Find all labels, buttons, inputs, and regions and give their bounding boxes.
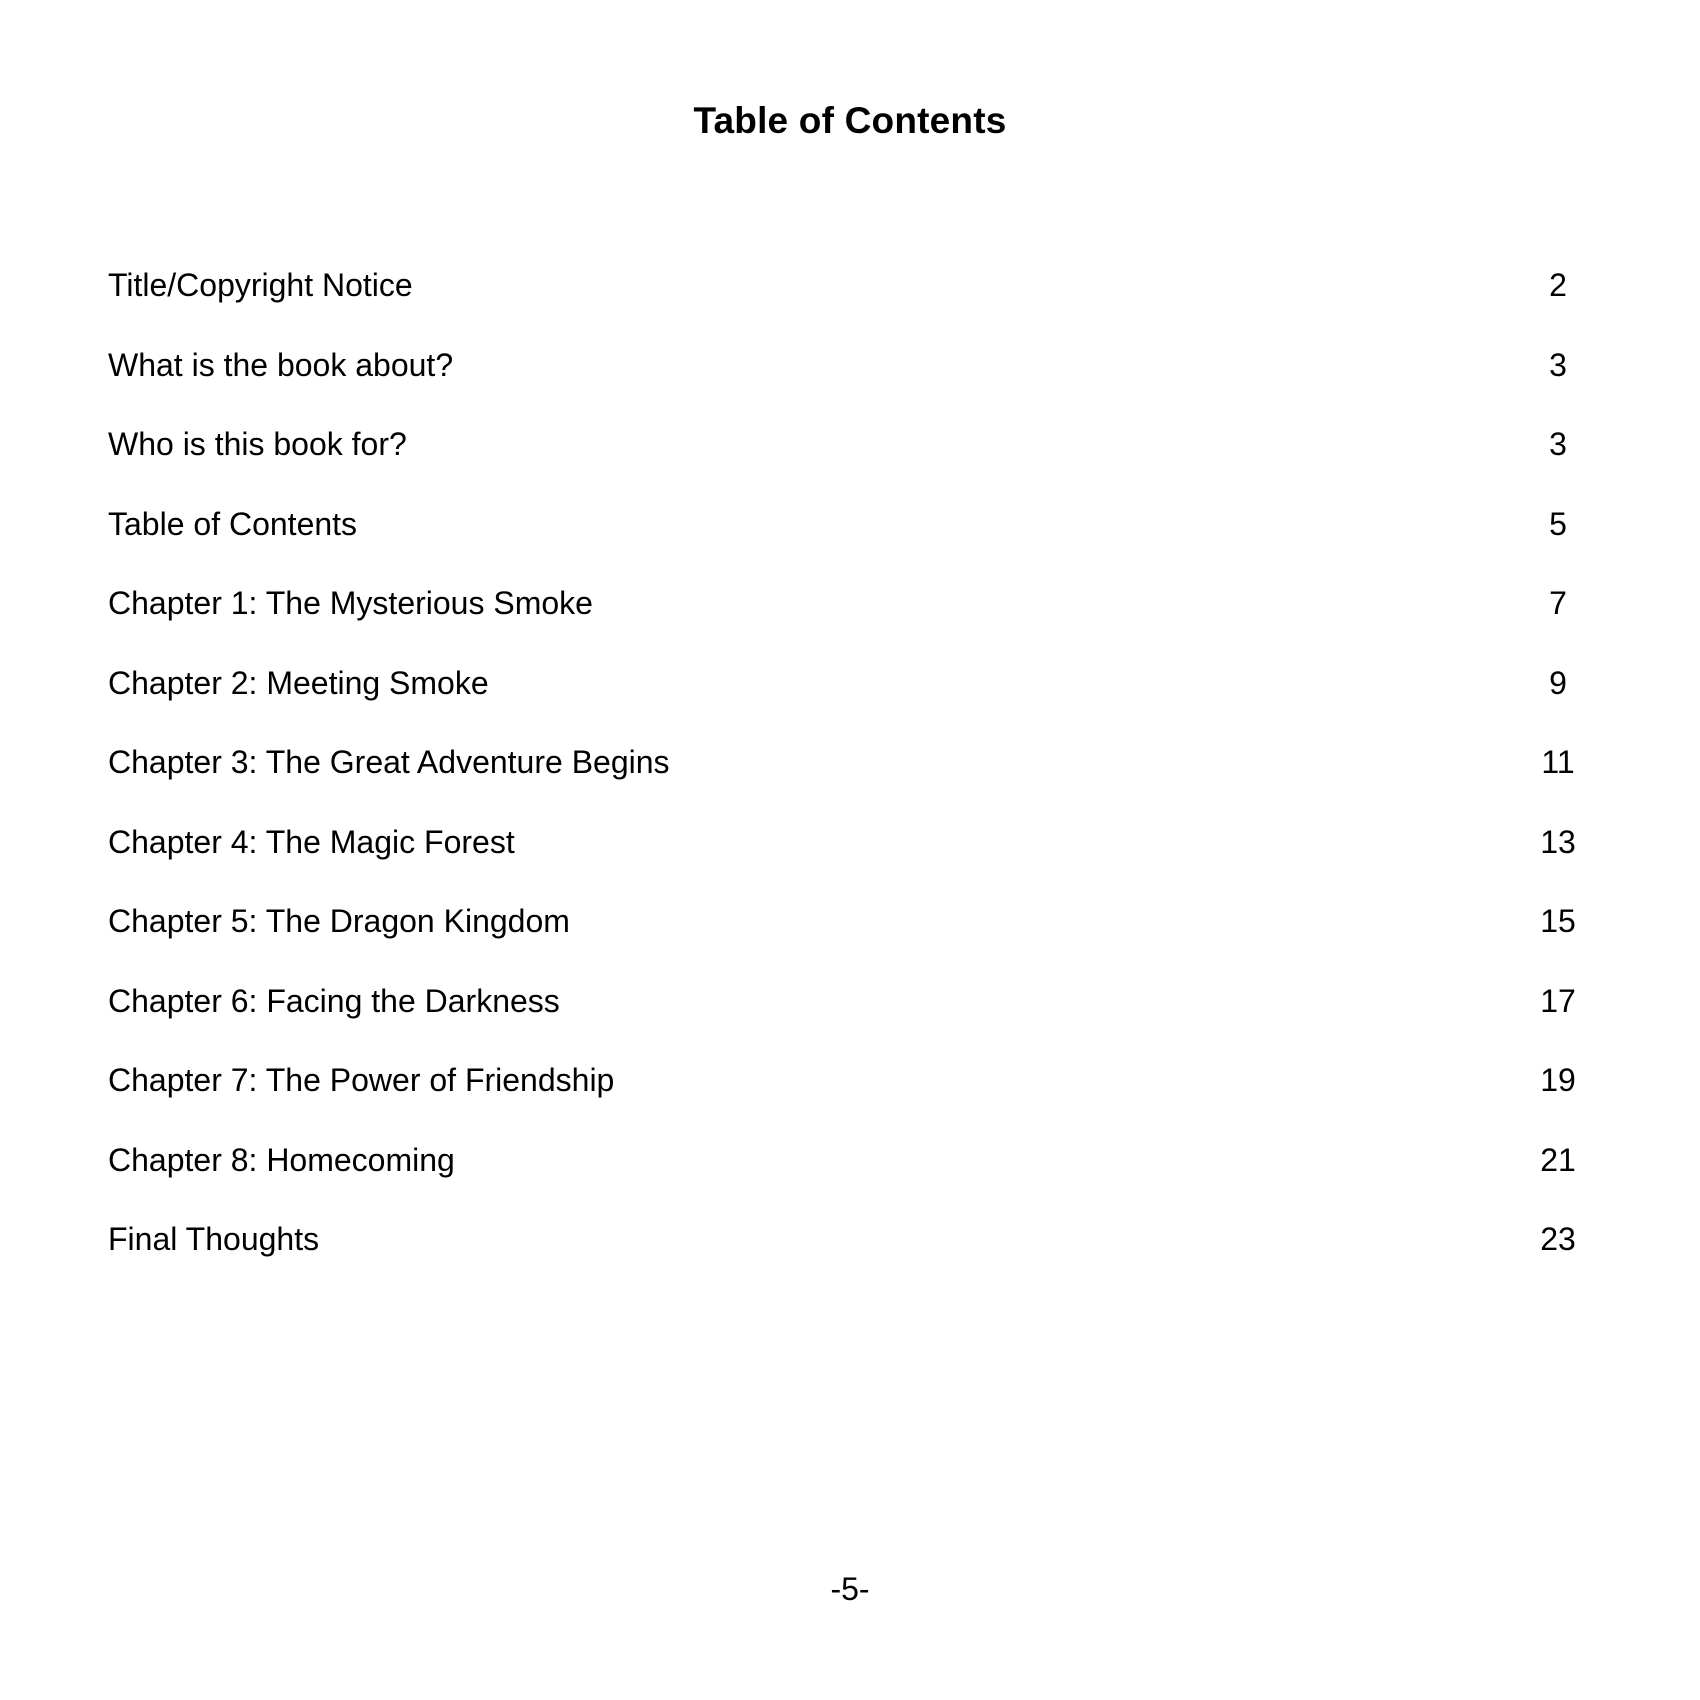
toc-entry-chapter-6 xyxy=(108,977,1588,1057)
toc-entry-page-number: 2 xyxy=(1549,267,1567,303)
toc-entry-page-number: 5 xyxy=(1549,505,1567,542)
toc-entry-label: Chapter 6: Facing the Darkness xyxy=(108,982,560,1019)
toc-entry-label: Chapter 4: The Magic Forest xyxy=(108,823,515,860)
toc-entry-page-number: 3 xyxy=(1549,426,1567,462)
table-of-contents xyxy=(108,261,1588,1295)
toc-entry-book-for xyxy=(108,420,1588,500)
toc-entry-label: Chapter 8: Homecoming xyxy=(108,1141,455,1178)
toc-entry-page-number: 9 xyxy=(1549,664,1567,701)
toc-entry-page-number: 19 xyxy=(1540,1062,1576,1098)
toc-entry-label: Chapter 5: The Dragon Kingdom xyxy=(108,903,570,939)
toc-entry-chapter-5 xyxy=(108,897,1588,977)
toc-entry-page-number: 13 xyxy=(1540,823,1576,860)
toc-entry-chapter-7 xyxy=(108,1056,1588,1136)
toc-entry-label: Chapter 7: The Power of Friendship xyxy=(108,1062,615,1098)
toc-entry-title-copyright xyxy=(108,261,1588,341)
toc-entry-chapter-4 xyxy=(108,818,1588,898)
toc-entry-label: Chapter 2: Meeting Smoke xyxy=(108,664,489,701)
toc-entry-chapter-8 xyxy=(108,1136,1588,1216)
toc-entry-label: Table of Contents xyxy=(108,505,358,542)
toc-entry-page-number: 21 xyxy=(1540,1141,1576,1178)
toc-entry-label: What is the book about? xyxy=(108,346,454,383)
toc-entry-page-number: 15 xyxy=(1540,903,1576,939)
toc-entry-label: Who is this book for? xyxy=(108,426,407,462)
toc-entry-page-number: 17 xyxy=(1540,982,1576,1019)
toc-entry-page-number: 3 xyxy=(1549,346,1567,383)
toc-entry-label: Chapter 3: The Great Adventure Begins xyxy=(108,744,670,780)
page-title: Table of Contents xyxy=(693,100,1007,141)
toc-entry-book-about xyxy=(108,341,1588,421)
toc-entry-label: Chapter 1: The Mysterious Smoke xyxy=(108,585,593,621)
page-number-footer: -5- xyxy=(830,1571,870,1607)
toc-entry-label: Final Thoughts xyxy=(108,1221,320,1257)
toc-entry-chapter-2 xyxy=(108,659,1588,739)
toc-entry-table-of-contents xyxy=(108,500,1588,580)
toc-entry-page-number: 11 xyxy=(1541,744,1575,780)
toc-entry-page-number: 23 xyxy=(1540,1221,1576,1257)
toc-entry-label: Title/Copyright Notice xyxy=(108,267,413,303)
toc-entry-chapter-1 xyxy=(108,579,1588,659)
toc-entry-page-number: 7 xyxy=(1549,585,1567,621)
toc-entry-chapter-3 xyxy=(108,738,1588,818)
toc-entry-final-thoughts xyxy=(108,1215,1588,1295)
